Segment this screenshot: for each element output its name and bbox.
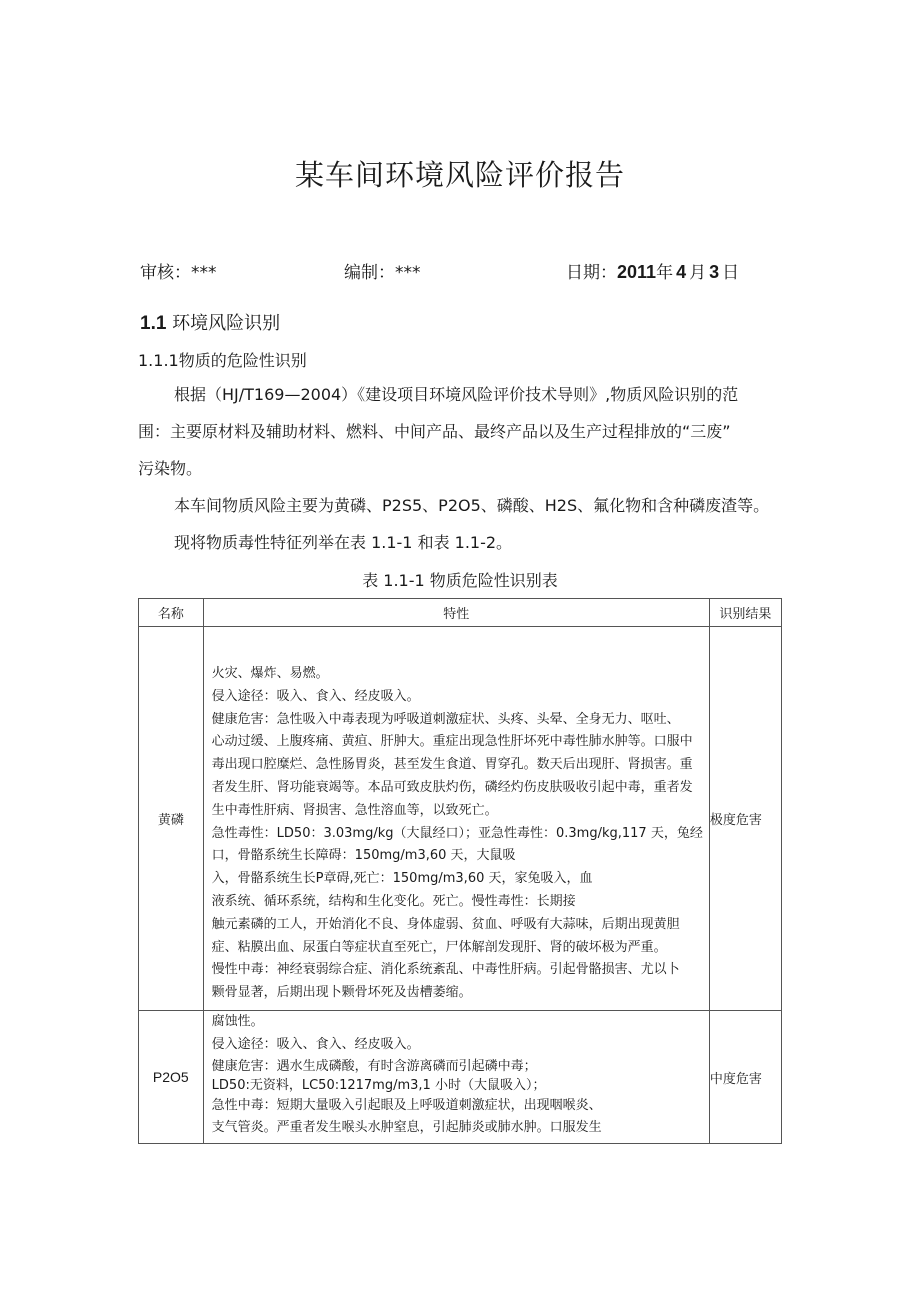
property-line: 慢性中毒：神经衰弱综合症、消化系统紊乱、中毒性肝病。引起骨骼损害、尤以卜 [211, 962, 680, 978]
property-line: 急性毒性：LD50：3.03mg/kg（大鼠经口）；亚急性毒性：0.3mg/kg,117 天，兔经 [211, 825, 703, 841]
date [566, 258, 739, 283]
section-number: 1.1 [140, 313, 167, 334]
date-month-char: 月 [689, 263, 707, 283]
paragraph-line: 围：主要原材料及辅助材料、燃料、中间产品、最终产品以及生产过程排放的“三废” [138, 422, 731, 441]
property-line: 口，骨骼系统生长障碍：150mg/m3,60 天，大鼠吸 [211, 848, 516, 864]
property-line: 液系统、循环系统，结构和生化变化。死亡。慢性毒性：长期接 [211, 893, 576, 909]
property-line: 入，骨骼系统生长P章碍,死亡：150mg/m3,60 天，家兔吸入，血 [211, 871, 593, 887]
date-label: 日期： [566, 263, 617, 283]
property-line: 急性中毒：短期大量吸入引起眼及上呼吸道刺激症状，出现咽喉炎、 [211, 1097, 602, 1113]
table-header-row [139, 599, 782, 627]
table-caption: 表 1.1-1 物质危险性识别表 [362, 571, 558, 590]
table-row [139, 1011, 782, 1144]
reviewer-label: 审核：*** [140, 263, 217, 283]
property-line: 触元素磷的工人，开始消化不良、身体虚弱、贫血、呼吸有大蒜味，后期出现黄胆 [211, 916, 680, 932]
date-year-char: 年 [656, 263, 674, 283]
table-row [139, 627, 782, 1011]
row-property [203, 627, 709, 1011]
page-title: 某车间环境风险评价报告 [294, 158, 625, 192]
property-line: 颗骨显著，后期出现卜颗骨坏死及齿槽萎缩。 [211, 985, 472, 1001]
property-line: 健康危害：遇水生成磷酸，有时含游离磷而引起磷中毒； [211, 1058, 537, 1074]
paragraph: 现将物质毒性特征列举在表 1.1-1 和表 1.1-2。 [174, 533, 513, 552]
property-line: 症、粘膜出血、尿蛋白等症状直至死亡，尸体解剖发现肝、肾的破坏极为严重。 [211, 939, 667, 955]
row-name: P2O5 [139, 1011, 204, 1144]
date-year: 2011 [617, 262, 657, 282]
editor-label: 编制：*** [344, 263, 421, 283]
header-result: 识别结果 [709, 599, 781, 627]
property-line: LD50:无资料，LC50:1217mg/m3,1 小时（大鼠吸入）； [211, 1077, 546, 1093]
property-line: 侵入途径：吸入、食入、经皮吸入。 [211, 688, 420, 704]
property-line: 支气管炎。严重者发生喉头水肿窒息，引起肺炎或肺水肿。口服发生 [211, 1120, 602, 1136]
property-line: 健康危害：急性吸入中毒表现为呼吸道刺激症状、头疼、头晕、全身无力、呕吐、 [211, 711, 680, 727]
header-property: 特性 [203, 599, 709, 627]
paragraph: 本车间物质风险主要为黄磷、P2S5、P2O5、磷酸、H2S、氟化物和含种磷废渣等。 [174, 496, 770, 515]
property-line: 侵入途径：吸入、食入、经皮吸入。 [211, 1036, 420, 1052]
header-name: 名称 [139, 599, 204, 627]
date-month: 4 [676, 262, 687, 282]
row-result: 极度危害 [709, 627, 781, 1011]
property-line: 者发生肝、肾功能衰竭等。本品可致皮肤灼伤，磷经灼伤皮肤吸收引起中毒，重者发 [211, 779, 693, 795]
paragraph [138, 376, 788, 487]
section-heading [140, 309, 280, 335]
property-line: 生中毒性肝病、肾损害、急性溶血等，以致死亡。 [211, 802, 498, 818]
date-day-char: 日 [722, 263, 740, 283]
row-name: 黄磷 [139, 627, 204, 1011]
property-line: 腐蚀性。 [211, 1014, 264, 1029]
paragraph-line: 根据（HJ/T169—2004）《建设项目环境风险评价技术导则》,物质风险识别的范 [174, 385, 739, 404]
section-title: 环境风险识别 [172, 313, 281, 334]
property-line: 毒出现口腔糜烂、急性肠胃炎，甚至发生食道、胃穿孔。数天后出现肝、肾损害。重 [211, 757, 693, 773]
subsection-heading: 1.1.1物质的危险性识别 [138, 351, 307, 370]
row-property [203, 1011, 709, 1144]
paragraph-line: 污染物。 [138, 459, 203, 478]
date-day: 3 [709, 262, 720, 282]
property-line: 心动过缓、上腹疼痛、黄疸、肝肿大。重症出现急性肝坏死中毒性肺水肿等。口服中 [211, 734, 693, 750]
hazard-table [138, 598, 782, 1144]
property-line: 火灾、爆炸、易燃。 [211, 666, 329, 681]
row-result: 中度危害 [709, 1011, 781, 1144]
